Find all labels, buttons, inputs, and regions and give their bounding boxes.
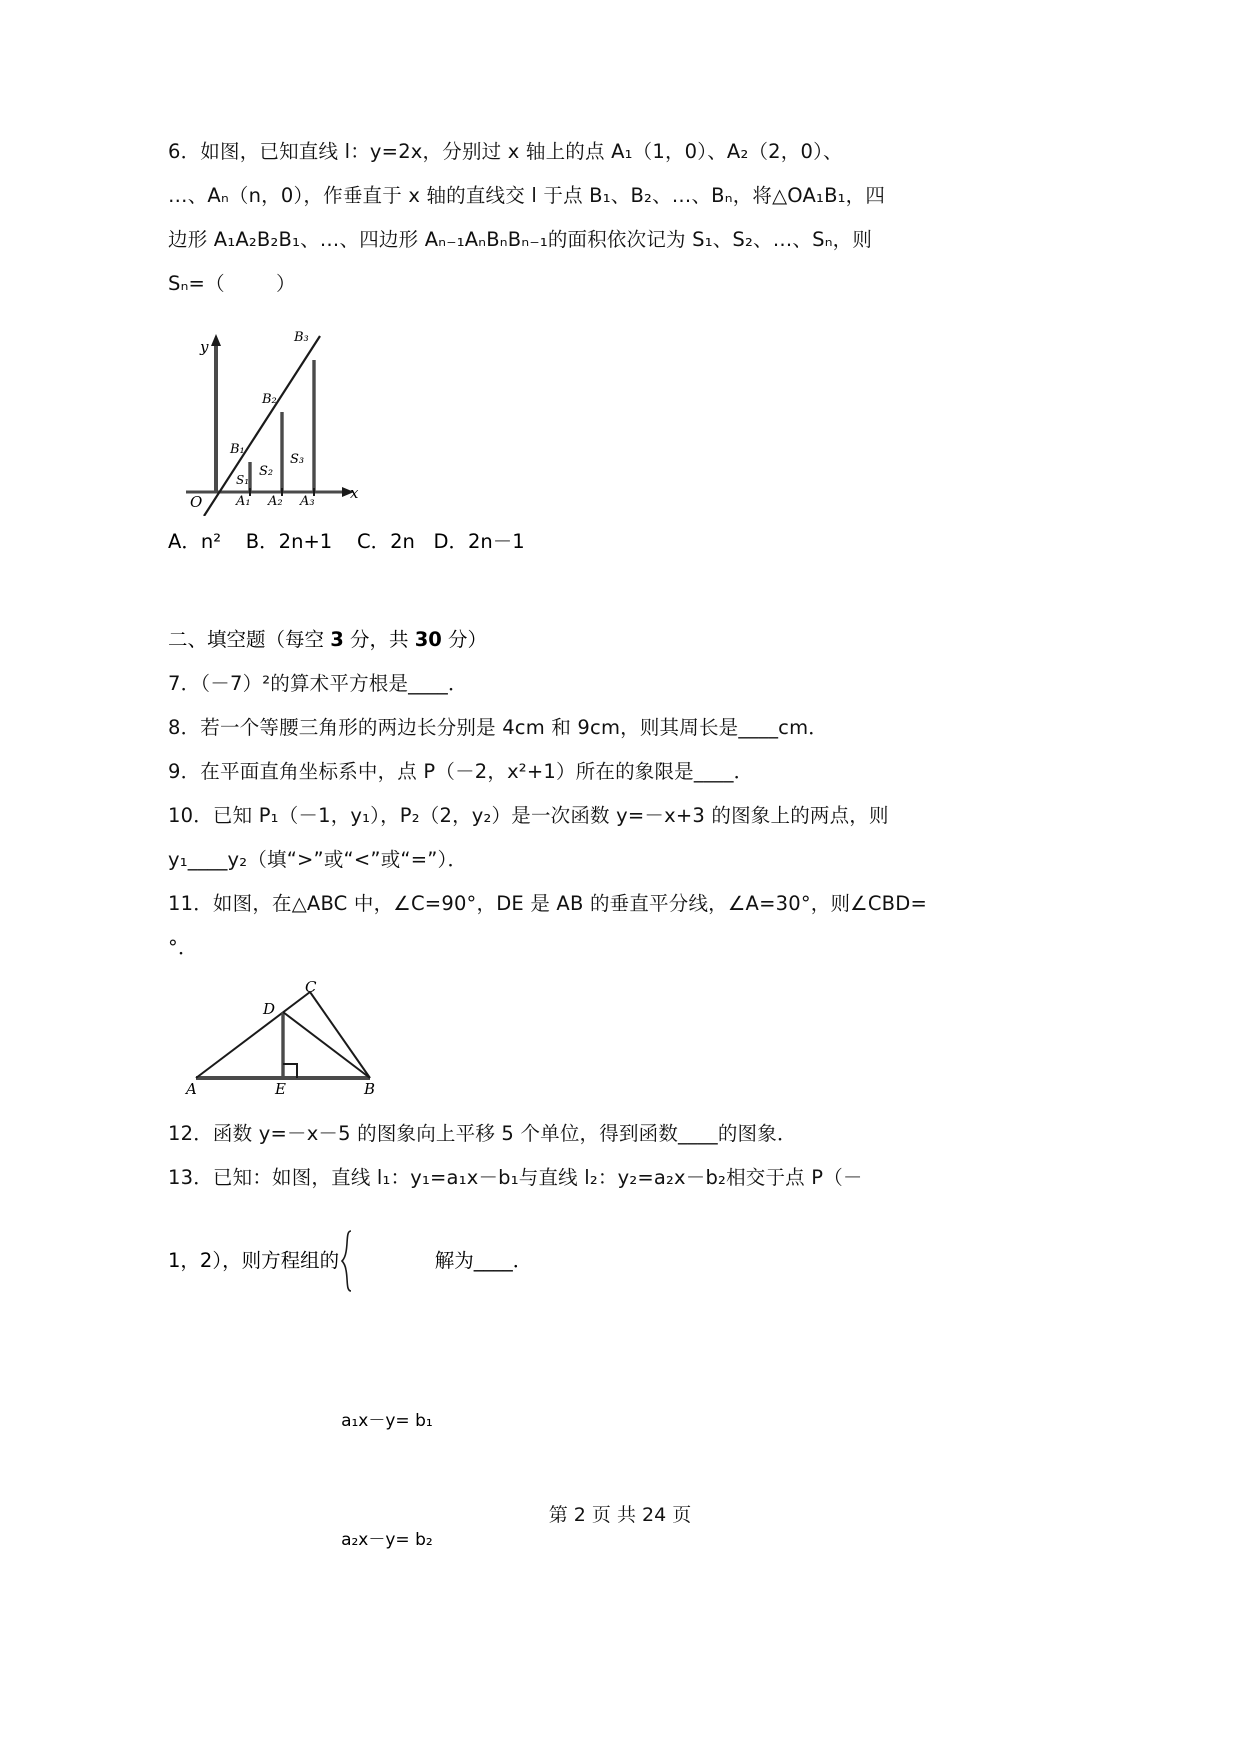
vertex-label-e: E xyxy=(275,1080,286,1098)
equation-system xyxy=(341,1230,433,1550)
equation-row-2: a₂x－y= b₂ xyxy=(341,1530,433,1550)
x-axis-label: x xyxy=(350,484,359,502)
vertex-label-b: B xyxy=(364,1080,376,1098)
section-2-heading-paren-close: 分） xyxy=(441,628,488,651)
spacer xyxy=(168,562,968,618)
question-6-options: A．n² B．2n+1 C．2n D．2n－1 xyxy=(168,530,525,553)
point-label-b1: B₁ xyxy=(230,442,245,457)
question-13-text-after: 解为____． xyxy=(434,1249,533,1272)
area-label-s3: S₃ xyxy=(290,452,305,467)
page-footer: 第 2 页 共 24 页 xyxy=(548,1504,692,1526)
point-label-a3: A₃ xyxy=(300,494,315,509)
question-10-line-2: y₁____y₂（填“>”或“<”或“=”）． xyxy=(168,848,468,871)
vertex-label-c: C xyxy=(305,978,317,996)
question-9: 9．在平面直角坐标系中，点 P（－2，x²+1）所在的象限是____． xyxy=(168,760,754,783)
coordinate-diagram-svg xyxy=(178,316,408,516)
section-2-score-total: 30 xyxy=(414,628,442,651)
section-2-score-per-blank: 3 xyxy=(330,628,344,651)
section-2-heading-mid: 分，共 xyxy=(343,628,415,651)
question-7: 7．（－7）²的算术平方根是____． xyxy=(168,672,468,695)
equation-row-1: a₁x－y= b₁ xyxy=(341,1411,433,1431)
question-6-line-3: 边形 A₁A₂B₂B₁、…、四边形 Aₙ₋₁AₙBₙBₙ₋₁的面积依次记为 S₁、S₂、…、Sₙ，则 xyxy=(168,228,873,251)
point-label-b3: B₃ xyxy=(294,330,309,345)
question-13-line-1: 13．已知：如图，直线 l₁：y₁=a₁x－b₁与直线 l₂：y₂=a₂x－b₂相交于点 P（－ xyxy=(168,1166,863,1189)
question-12: 12．函数 y=－x－5 的图象向上平移 5 个单位，得到函数____的图象． xyxy=(168,1122,797,1145)
question-13-text-before: 1，2），则方程组的 xyxy=(168,1249,340,1272)
question-11-line-2: °． xyxy=(168,936,198,959)
vertex-label-d: D xyxy=(263,1000,276,1018)
spacer xyxy=(168,1200,968,1230)
point-label-a2: A₂ xyxy=(268,494,283,509)
question-6-line-4: Sₙ=（ ） xyxy=(168,272,296,295)
triangle-diagram-svg xyxy=(174,978,464,1108)
point-label-a1: A₁ xyxy=(236,494,251,509)
question-11-figure xyxy=(174,978,464,1108)
question-10 xyxy=(168,794,968,882)
area-label-s1: S₁ xyxy=(236,473,250,487)
section-2-heading-paren-open: （每空 xyxy=(265,628,331,651)
question-6-figure xyxy=(178,316,408,516)
section-2-heading-prefix: 二、填空题 xyxy=(168,628,266,651)
question-11 xyxy=(168,882,968,1108)
question-6-line-2: …、Aₙ（n，0），作垂直于 x 轴的直线交 l 于点 B₁、B₂、…、Bₙ，将△OA₁B₁，四 xyxy=(168,184,886,207)
point-label-b2: B₂ xyxy=(262,392,277,407)
section-2-heading xyxy=(168,618,968,662)
question-8: 8．若一个等腰三角形的两边长分别是 4cm 和 9cm，则其周长是____cm． xyxy=(168,716,828,739)
area-label-s2: S₂ xyxy=(259,464,274,479)
left-brace-icon xyxy=(341,1230,353,1292)
question-10-line-1: 10．已知 P₁（－1，y₁），P₂（2，y₂）是一次函数 y=－x+3 的图象上的两点，则 xyxy=(168,804,889,827)
question-11-line-1: 11．如图，在△ABC 中，∠C=90°，DE 是 AB 的垂直平分线，∠A=30°，则∠CBD= xyxy=(168,892,927,915)
y-axis-label: y xyxy=(200,338,209,356)
question-6 xyxy=(168,130,968,562)
origin-label: O xyxy=(190,493,203,511)
question-6-line-1: 6．如图，已知直线 l：y=2x，分别过 x 轴上的点 A₁（1，0）、A₂（2，0）、 xyxy=(168,140,843,163)
vertex-label-a: A xyxy=(186,1080,197,1098)
